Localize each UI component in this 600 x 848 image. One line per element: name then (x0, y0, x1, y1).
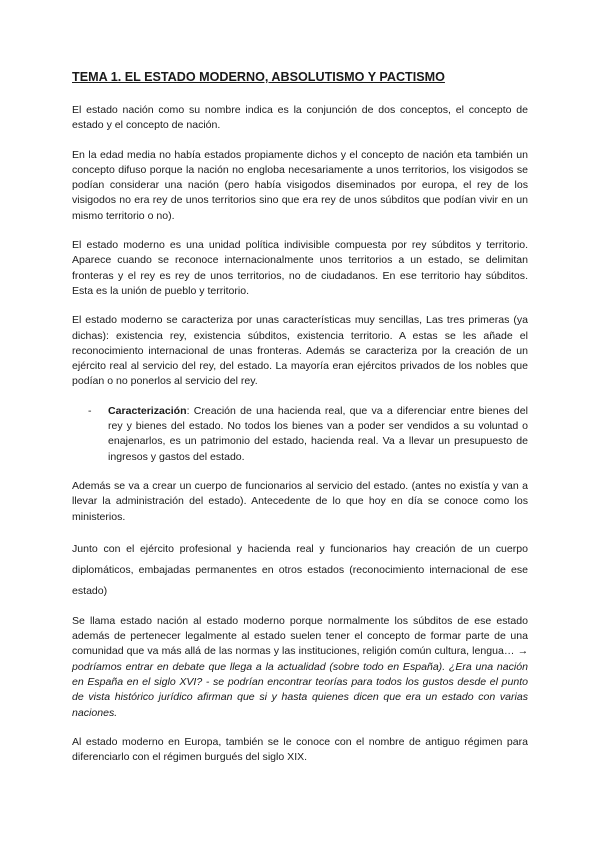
paragraph-normal-text: Se llama estado nación al estado moderno porque normalmente los súbditos de ese estado además de pertenecer legalmente al estado suelen tener el concepto de formar parte de una comunidad que va más allá de las normas y las instituciones, religión común cultura, lengua… → (72, 614, 528, 658)
paragraph-funcionarios: Además se va a crear un cuerpo de funcionarios al servicio del estado. (antes no existía y van a llevar la administración del estado). Antecedente de lo que hoy en día se conoce como los ministerios. (72, 479, 528, 523)
bullet-term: Caracterización (108, 404, 187, 417)
paragraph-caracteristicas: El estado moderno se caracteriza por unas características muy sencillas, Las tres primeras (ya dichas): existencia rey, existencia súbditos, existencia territorio. A estas se les añade el reconocimiento internacional de unas fronteras. Además se caracteriza por la creación de un ejército real al servicio del rey, del estado. La mayoría eran ejércitos privados de los nobles que podían o no ponerlos al servicio del rey. (72, 314, 528, 388)
paragraph-diplomaticos: Junto con el ejército profesional y hacienda real y funcionarios hay creación de un cuerpo diplomáticos, embajadas permanentes en otros estados (reconocimiento internacional de ese estado) (72, 542, 528, 597)
paragraph-estado-nacion: El estado nación como su nombre indica es la conjunción de dos conceptos, el concepto de estado y el concepto de nación. (72, 104, 528, 132)
paragraph-antiguo-regimen: Al estado moderno en Europa, también se le conoce con el nombre de antiguo régimen para diferenciarlo con el régimen burgués del siglo XIX. (72, 735, 528, 764)
document-page (72, 70, 528, 766)
bullet-caracterizacion (72, 404, 528, 465)
bullet-body: : Creación de una hacienda real, que va a diferenciar entre bienes del rey y bienes del estado. No todos los bienes van a poder ser vendidos a su voluntad o enajenarlos, es un patrimonio del estado, hacienda real. Va a llevar un presupuesto de ingresos y gastos del estado. (108, 404, 528, 463)
paragraph-estado-moderno: El estado moderno es una unidad política indivisible compuesta por rey súbditos y territorio. Aparece cuando se reconoce internacionalmente unos territorios a un estado, se delimitan fronteras y el rey es rey de unos territorios, no de ciudadanos. En ese territorio hay súbditos. Esta es la unión de pueblo y territorio. (72, 239, 528, 297)
paragraph-edad-media: En la edad media no había estados propiamente dichos y el concepto de nación eta también un concepto difuso porque la nación no engloba necesariamente a unos territorios, los visigodos se podían considerar una nación (pero había visigodos diseminados por europa, el rey de los visigodos no era rey de unos territorios sino que era rey de unos súbditos que podían vivir en un mismo territorio o no). (72, 148, 528, 222)
paragraph-italic-text: podríamos entrar en debate que llega a la actualidad (sobre todo en España). ¿Era una nación en España en el siglo XVI? - se podrían encontrar teorías para todos los gustos desde el punto de vista histórico jurídico afirman que si y hasta quienes dicen que era un estado con varias naciones. (72, 660, 528, 719)
bullet-dash: - (88, 404, 92, 417)
paragraph-estado-nacion-definicion (72, 614, 528, 721)
page-title: TEMA 1. EL ESTADO MODERNO, ABSOLUTISMO Y PACTISMO (72, 70, 445, 84)
bullet-text (108, 404, 528, 465)
